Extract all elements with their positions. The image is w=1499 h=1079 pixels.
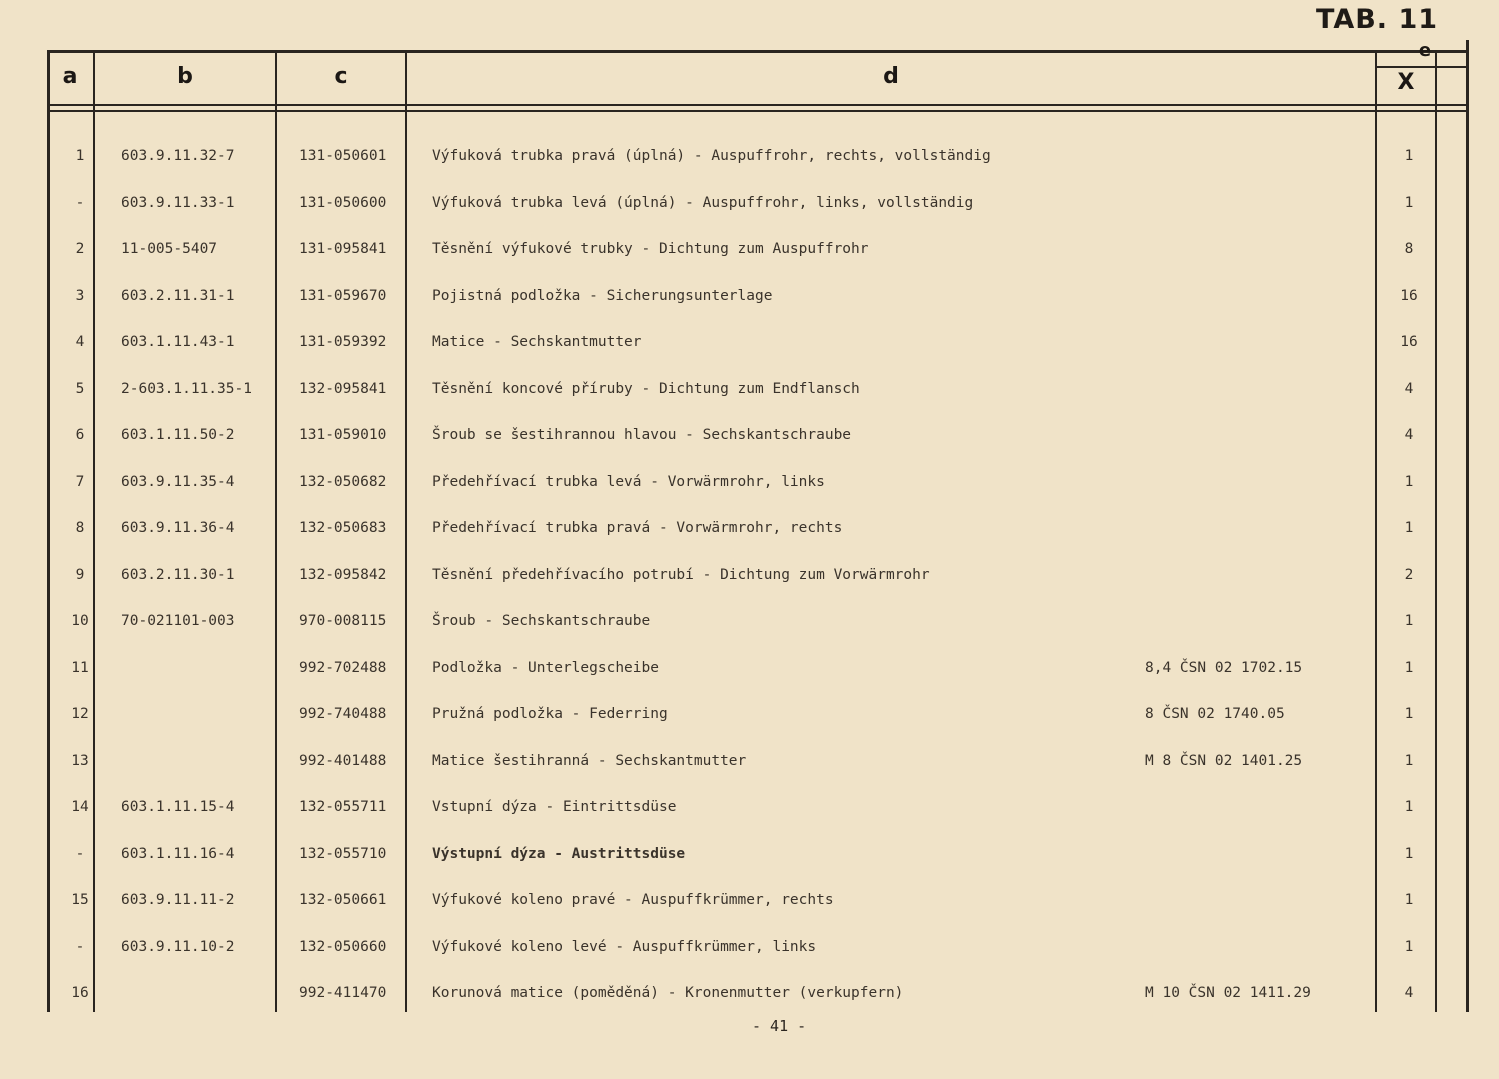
cell-part-code: 131-059010 xyxy=(299,427,387,443)
cell-drawing-number: 603.1.11.15-4 xyxy=(121,799,235,815)
cell-item-number: 10 xyxy=(71,613,89,629)
cell-part-code: 132-055710 xyxy=(299,845,387,862)
cell-description: Výstupní dýza - Austrittsdüse xyxy=(432,845,686,862)
cell-part-code: 131-095841 xyxy=(299,241,387,257)
cell-quantity: 4 xyxy=(1404,985,1414,1001)
cell-quantity: 2 xyxy=(1404,566,1414,583)
cell-part-code: 131-059670 xyxy=(299,287,387,304)
table-row xyxy=(47,846,1468,893)
cell-description: Vstupní dýza - Eintrittsdüse xyxy=(432,799,677,815)
cell-drawing-number: 70-021101-003 xyxy=(121,613,235,629)
cell-part-code: 132-095842 xyxy=(299,566,387,583)
cell-part-code: 132-050683 xyxy=(299,520,387,536)
cell-quantity: 1 xyxy=(1404,845,1414,862)
cell-drawing-number: 603.9.11.11-2 xyxy=(121,892,235,908)
cell-item-number: 12 xyxy=(71,706,89,722)
cell-description: Šroub se šestihrannou hlavou - Sechskantschraube xyxy=(432,427,852,443)
cell-description: Výfuková trubka pravá (úplná) - Auspuffrohr, rechts, vollständig xyxy=(432,148,991,164)
cell-standard: 8,4 ČSN 02 1702.15 xyxy=(1145,659,1303,676)
cell-item-number: - xyxy=(75,845,85,862)
table-row xyxy=(47,381,1468,428)
cell-drawing-number: 2-603.1.11.35-1 xyxy=(121,380,252,397)
table-row xyxy=(47,706,1468,753)
cell-part-code: 992-702488 xyxy=(299,659,387,676)
cell-description: Výfukové koleno levé - Auspuffkrümmer, links xyxy=(432,938,817,955)
header-b: b xyxy=(177,64,193,89)
cell-description: Předehřívací trubka levá - Vorwärmrohr, links xyxy=(432,473,825,490)
table-row xyxy=(47,753,1468,800)
cell-drawing-number: 603.9.11.32-7 xyxy=(121,148,235,164)
cell-item-number: 1 xyxy=(75,148,85,164)
header-d: d xyxy=(883,64,899,89)
x-header-box-top xyxy=(1375,66,1467,68)
cell-description: Šroub - Sechskantschraube xyxy=(432,613,651,629)
table-row xyxy=(47,799,1468,846)
table-row xyxy=(47,288,1468,335)
cell-quantity: 1 xyxy=(1404,706,1414,722)
cell-item-number: 16 xyxy=(71,985,89,1001)
table-row xyxy=(47,195,1468,242)
cell-quantity: 16 xyxy=(1400,334,1418,350)
cell-description: Předehřívací trubka pravá - Vorwärmrohr, rechts xyxy=(432,520,843,536)
cell-standard: 8 ČSN 02 1740.05 xyxy=(1145,706,1285,722)
cell-description: Těsnění výfukové trubky - Dichtung zum Auspuffrohr xyxy=(432,241,869,257)
table-row xyxy=(47,241,1468,288)
cell-quantity: 8 xyxy=(1404,241,1414,257)
table-row xyxy=(47,892,1468,939)
cell-item-number: 3 xyxy=(75,287,85,304)
cell-description: Matice - Sechskantmutter xyxy=(432,334,642,350)
table-row xyxy=(47,660,1468,707)
cell-part-code: 132-050660 xyxy=(299,938,387,955)
cell-quantity: 1 xyxy=(1404,938,1414,955)
cell-description: Podložka - Unterlegscheibe xyxy=(432,659,659,676)
cell-drawing-number: 603.2.11.30-1 xyxy=(121,566,235,583)
cell-description: Pojistná podložka - Sicherungsunterlage xyxy=(432,287,773,304)
cell-description: Výfukové koleno pravé - Auspuffkrümmer, rechts xyxy=(432,892,834,908)
table-row xyxy=(47,520,1468,567)
table-row xyxy=(47,148,1468,195)
table-row xyxy=(47,427,1468,474)
cell-quantity: 1 xyxy=(1404,148,1414,164)
cell-part-code: 131-050601 xyxy=(299,148,387,164)
cell-quantity: 1 xyxy=(1404,473,1414,490)
cell-quantity: 4 xyxy=(1404,427,1414,443)
cell-part-code: 992-411470 xyxy=(299,985,387,1001)
header-e: e xyxy=(1418,40,1432,61)
header-a: a xyxy=(62,64,78,89)
cell-item-number: 11 xyxy=(71,659,89,676)
cell-description: Výfuková trubka levá (úplná) - Auspuffrohr, links, vollständig xyxy=(432,194,974,211)
cell-quantity: 1 xyxy=(1404,194,1414,211)
table-row xyxy=(47,334,1468,381)
cell-drawing-number: 603.1.11.16-4 xyxy=(121,845,235,862)
cell-item-number: - xyxy=(75,938,85,955)
cell-quantity: 1 xyxy=(1404,799,1414,815)
cell-description: Těsnění předehřívacího potrubí - Dichtung zum Vorwärmrohr xyxy=(432,566,930,583)
cell-drawing-number: 603.9.11.33-1 xyxy=(121,194,235,211)
cell-item-number: 5 xyxy=(75,380,85,397)
cell-item-number: 15 xyxy=(71,892,89,908)
cell-item-number: - xyxy=(75,194,85,211)
cell-drawing-number: 603.9.11.10-2 xyxy=(121,938,235,955)
cell-description: Těsnění koncové příruby - Dichtung zum Endflansch xyxy=(432,380,860,397)
header-x: X xyxy=(1397,70,1415,95)
cell-drawing-number: 603.1.11.50-2 xyxy=(121,427,235,443)
cell-drawing-number: 603.1.11.43-1 xyxy=(121,334,235,350)
cell-item-number: 14 xyxy=(71,799,89,815)
table-row xyxy=(47,567,1468,614)
cell-drawing-number: 603.2.11.31-1 xyxy=(121,287,235,304)
cell-drawing-number: 603.9.11.35-4 xyxy=(121,473,235,490)
cell-item-number: 4 xyxy=(75,334,85,350)
table-row xyxy=(47,474,1468,521)
table-top-border xyxy=(47,50,1468,53)
cell-part-code: 132-050682 xyxy=(299,473,387,490)
cell-item-number: 6 xyxy=(75,427,85,443)
cell-item-number: 9 xyxy=(75,566,85,583)
cell-part-code: 132-050661 xyxy=(299,892,387,908)
cell-description: Matice šestihranná - Sechskantmutter xyxy=(432,752,747,769)
cell-quantity: 16 xyxy=(1400,287,1418,304)
cell-drawing-number: 603.9.11.36-4 xyxy=(121,520,235,536)
cell-part-code: 992-740488 xyxy=(299,706,387,722)
cell-item-number: 13 xyxy=(71,752,89,769)
table-row xyxy=(47,613,1468,660)
cell-item-number: 7 xyxy=(75,473,85,490)
cell-quantity: 1 xyxy=(1404,659,1414,676)
header-bottom-border xyxy=(47,104,1468,106)
cell-part-code: 131-050600 xyxy=(299,194,387,211)
cell-item-number: 8 xyxy=(75,520,85,536)
cell-quantity: 1 xyxy=(1404,892,1414,908)
cell-standard: M 8 ČSN 02 1401.25 xyxy=(1145,752,1303,769)
cell-part-code: 131-059392 xyxy=(299,334,387,350)
cell-part-code: 992-401488 xyxy=(299,752,387,769)
cell-standard: M 10 ČSN 02 1411.29 xyxy=(1145,985,1311,1001)
page-number: - 41 - xyxy=(752,1017,807,1035)
cell-quantity: 1 xyxy=(1404,752,1414,769)
cell-part-code: 970-008115 xyxy=(299,613,387,629)
cell-quantity: 1 xyxy=(1404,613,1414,629)
tab-number-title: TAB. 11 xyxy=(1316,4,1439,35)
cell-part-code: 132-055711 xyxy=(299,799,387,815)
cell-quantity: 1 xyxy=(1404,520,1414,536)
table-row xyxy=(47,939,1468,986)
cell-drawing-number: 11-005-5407 xyxy=(121,241,218,257)
cell-item-number: 2 xyxy=(75,241,85,257)
cell-description: Korunová matice (poměděná) - Kronenmutter (verkupfern) xyxy=(432,985,904,1001)
header-c: c xyxy=(334,64,348,89)
parts-table xyxy=(47,40,1468,1012)
cell-part-code: 132-095841 xyxy=(299,380,387,397)
cell-description: Pružná podložka - Federring xyxy=(432,706,668,722)
header-bottom-border-2 xyxy=(47,110,1468,112)
cell-quantity: 4 xyxy=(1404,380,1414,397)
